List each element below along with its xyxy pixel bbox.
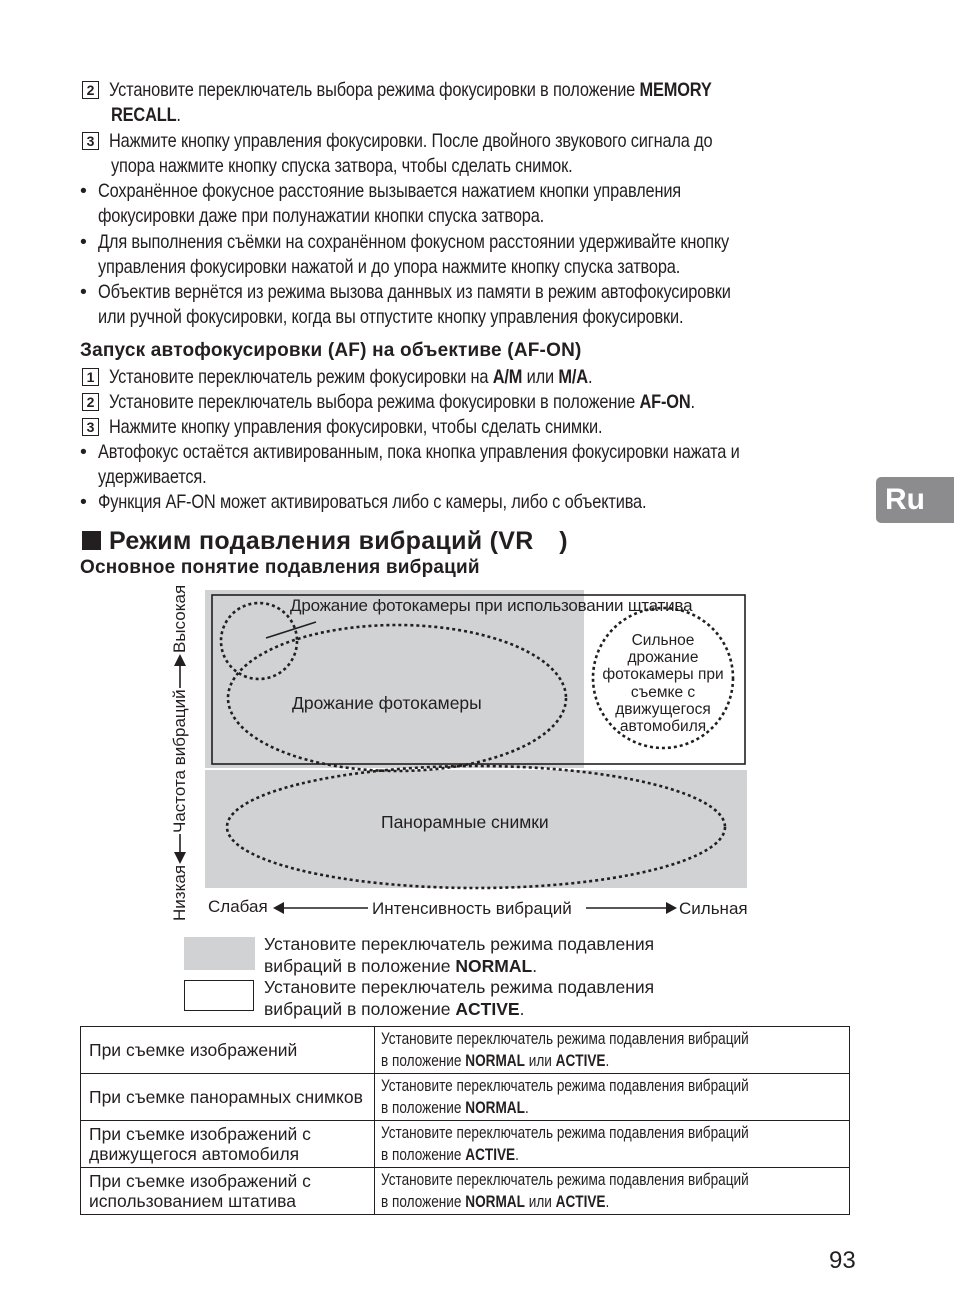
vehicle-label-line: автомобиля bbox=[619, 718, 707, 736]
vehicle-label-line: Сильное bbox=[631, 632, 695, 649]
setting-text-part: в положение bbox=[381, 1098, 466, 1117]
step-number-box: 2 bbox=[82, 81, 99, 99]
situation-text: использованием штатива bbox=[89, 1191, 296, 1211]
setting-text: Установите переключатель режима подавления вибраций bbox=[381, 1029, 750, 1048]
setting-bold: ACTIVE bbox=[556, 1192, 606, 1211]
arrow-left-icon bbox=[273, 902, 284, 914]
situation-text: При съемке изображений с bbox=[89, 1171, 311, 1191]
bullet-text: Функция AF-ON может активироваться либо с камеры, либо с объектива. bbox=[98, 491, 647, 513]
tripod-label: Дрожание фотокамеры при использовании штатива bbox=[290, 596, 693, 615]
vehicle-label-line: движущегося bbox=[615, 700, 711, 718]
legend-swatch-active bbox=[184, 980, 254, 1011]
step-bold: RECALL bbox=[111, 104, 177, 126]
legend-line: Установите переключатель режима подавления bbox=[264, 934, 655, 954]
step-text: Установите переключатель режим фокусировки на bbox=[109, 366, 493, 388]
situation-cell bbox=[81, 1027, 375, 1074]
black-square-icon bbox=[82, 531, 101, 550]
setting-text bbox=[381, 1097, 529, 1119]
bullet-icon: • bbox=[80, 281, 87, 303]
bullet-item-cont bbox=[98, 256, 791, 279]
step-text: Нажмите кнопку управления фокусировки. После двойного звукового сигнала до bbox=[109, 130, 713, 152]
legend-text-part: . bbox=[519, 998, 525, 1019]
x-axis-high-label: Сильная bbox=[679, 899, 748, 918]
y-axis-low-label: Низкая bbox=[170, 864, 189, 921]
bullet-text: управления фокусировки нажатой и до упора нажмите кнопку спуска затвора. bbox=[98, 256, 681, 278]
setting-text-part: в положение bbox=[381, 1145, 466, 1164]
step-number-box: 3 bbox=[82, 132, 99, 150]
situation-cell bbox=[81, 1121, 375, 1168]
bullet-item-cont bbox=[98, 466, 227, 489]
legend-text-part: . bbox=[532, 955, 538, 976]
af-step-2 bbox=[82, 391, 807, 414]
bullet-item bbox=[80, 281, 851, 304]
arrow-right-icon bbox=[666, 902, 677, 914]
table-row bbox=[81, 1121, 850, 1168]
setting-cell bbox=[375, 1027, 850, 1074]
table-row bbox=[81, 1027, 850, 1074]
vr-section-title bbox=[82, 527, 568, 556]
setting-text-part: в положение bbox=[381, 1192, 466, 1211]
step-3-line2 bbox=[111, 155, 660, 178]
step-text: Установите переключатель выбора режима фокусировки в положение bbox=[109, 391, 640, 413]
step-text: Установите переключатель выбора режима фокусировки в положение bbox=[109, 79, 640, 101]
setting-bold: ACTIVE bbox=[465, 1145, 516, 1164]
situation-text: При съемке панорамных снимков bbox=[89, 1087, 363, 1107]
situation-cell bbox=[81, 1074, 375, 1121]
step-number-box: 3 bbox=[82, 418, 99, 436]
af-step-3 bbox=[82, 416, 696, 439]
x-axis-low-label: Слабая bbox=[208, 897, 268, 916]
setting-text: Установите переключатель режима подавления вибраций bbox=[381, 1170, 750, 1189]
setting-text bbox=[381, 1144, 519, 1166]
situation-cell bbox=[81, 1168, 375, 1215]
setting-cell bbox=[375, 1121, 850, 1168]
setting-text: Установите переключатель режима подавления вибраций bbox=[381, 1076, 750, 1095]
step-number-box: 2 bbox=[82, 393, 99, 411]
bullet-text: удерживается. bbox=[98, 466, 207, 488]
bullet-text: Сохранённое фокусное расстояние вызывается нажатием кнопки управления bbox=[98, 180, 682, 202]
vehicle-label-line: дрожание bbox=[627, 649, 699, 667]
af-on-heading: Запуск автофокусировки (AF) на объективе (AF-ON) bbox=[80, 340, 582, 361]
step-text: или bbox=[522, 366, 559, 388]
table-row bbox=[81, 1074, 850, 1121]
camera-shake-label: Дрожание фотокамеры bbox=[292, 693, 482, 713]
situation-text: При съемке изображений bbox=[89, 1040, 298, 1060]
step-text: Нажмите кнопку управления фокусировки, чтобы сделать снимки. bbox=[109, 416, 603, 438]
bullet-item bbox=[80, 180, 792, 203]
setting-text-part: в положение bbox=[381, 1051, 466, 1070]
y-axis-label: Частота вибраций bbox=[170, 689, 189, 833]
setting-text-part: . bbox=[605, 1192, 610, 1211]
legend-bold: ACTIVE bbox=[455, 998, 520, 1019]
bullet-item-cont bbox=[98, 306, 795, 329]
x-axis-label: Интенсивность вибраций bbox=[372, 899, 572, 918]
vehicle-label-line: фотокамеры при bbox=[602, 666, 724, 684]
bullet-item bbox=[80, 231, 849, 254]
legend-line bbox=[264, 956, 654, 978]
setting-text-part: . bbox=[525, 1098, 530, 1117]
setting-cell bbox=[375, 1074, 850, 1121]
setting-text-part: или bbox=[525, 1051, 556, 1070]
step-text: . bbox=[587, 366, 593, 388]
setting-text bbox=[381, 1050, 609, 1072]
legend-normal-text bbox=[264, 934, 654, 977]
situation-text: движущегося автомобиля bbox=[89, 1144, 300, 1164]
bullet-icon: • bbox=[80, 441, 87, 463]
vr-concept-diagram bbox=[160, 580, 760, 930]
setting-text-part: . bbox=[515, 1145, 520, 1164]
y-axis-high-label: Высокая bbox=[170, 584, 189, 653]
bullet-item bbox=[80, 441, 862, 464]
bullet-item bbox=[80, 491, 751, 514]
legend-text-part: вибраций в положение bbox=[264, 955, 456, 976]
legend-line bbox=[264, 999, 654, 1021]
setting-cell bbox=[375, 1168, 850, 1215]
step-bold: MEMORY bbox=[639, 79, 712, 101]
bullet-item-cont bbox=[98, 205, 629, 228]
panning-label: Панорамные снимки bbox=[381, 812, 549, 832]
af-step-1 bbox=[82, 366, 684, 389]
step-text: упора нажмите кнопку спуска затвора, чтобы сделать снимок. bbox=[111, 155, 573, 177]
step-2-line2 bbox=[111, 104, 194, 127]
bullet-text: Для выполнения съёмки на сохранённом фокусном расстоянии удерживайте кнопку bbox=[98, 231, 730, 253]
vehicle-label-line: съемке с bbox=[630, 683, 696, 701]
bullet-text: или ручной фокусировки, когда вы отпустите кнопку управления фокусировки. bbox=[98, 306, 684, 328]
vr-subtitle: Основное понятие подавления вибраций bbox=[80, 557, 480, 578]
legend-line: Установите переключатель режима подавления bbox=[264, 977, 655, 997]
setting-text bbox=[381, 1191, 609, 1213]
table-row bbox=[81, 1168, 850, 1215]
legend-bold: NORMAL bbox=[455, 955, 533, 976]
legend-swatch-normal bbox=[184, 937, 255, 970]
step-2-memory-recall bbox=[82, 79, 826, 102]
bullet-text: фокусировки даже при полунажатии кнопки спуска затвора. bbox=[98, 205, 545, 227]
legend-active-text bbox=[264, 977, 654, 1020]
setting-bold: NORMAL bbox=[465, 1192, 526, 1211]
arrow-up-icon bbox=[174, 654, 186, 666]
page-number: 93 bbox=[829, 1247, 856, 1274]
language-tab-ru: Ru bbox=[876, 477, 954, 523]
setting-text: Установите переключатель режима подавления вибраций bbox=[381, 1123, 750, 1142]
bullet-icon: • bbox=[80, 491, 87, 513]
step-bold: A/M bbox=[492, 366, 523, 388]
step-text: . bbox=[690, 391, 695, 413]
step-number-box: 1 bbox=[82, 368, 99, 386]
step-bold: AF-ON bbox=[639, 391, 691, 413]
step-3-press-button bbox=[82, 130, 827, 153]
bullet-icon: • bbox=[80, 180, 87, 202]
setting-bold: ACTIVE bbox=[556, 1051, 606, 1070]
step-bold: M/A bbox=[558, 366, 588, 388]
situation-text: При съемке изображений с bbox=[89, 1124, 311, 1144]
vr-title-text: Режим подавления вибраций (VR ) bbox=[109, 527, 568, 555]
setting-text-part: . bbox=[605, 1051, 610, 1070]
bullet-text: Автофокус остаётся активированным, пока кнопка управления фокусировки нажата и bbox=[98, 441, 740, 463]
arrow-down-icon bbox=[174, 852, 186, 864]
vehicle-label bbox=[593, 632, 733, 735]
bullet-text: Объектив вернётся из режима вызова даннвых из памяти в режим автофокусировки bbox=[98, 281, 731, 303]
setting-text-part: или bbox=[525, 1192, 556, 1211]
setting-bold: NORMAL bbox=[465, 1098, 526, 1117]
vr-settings-table bbox=[80, 1026, 850, 1215]
bullet-icon: • bbox=[80, 231, 87, 253]
legend-text-part: вибраций в положение bbox=[264, 998, 456, 1019]
step-text: . bbox=[176, 104, 181, 126]
setting-bold: NORMAL bbox=[465, 1051, 526, 1070]
